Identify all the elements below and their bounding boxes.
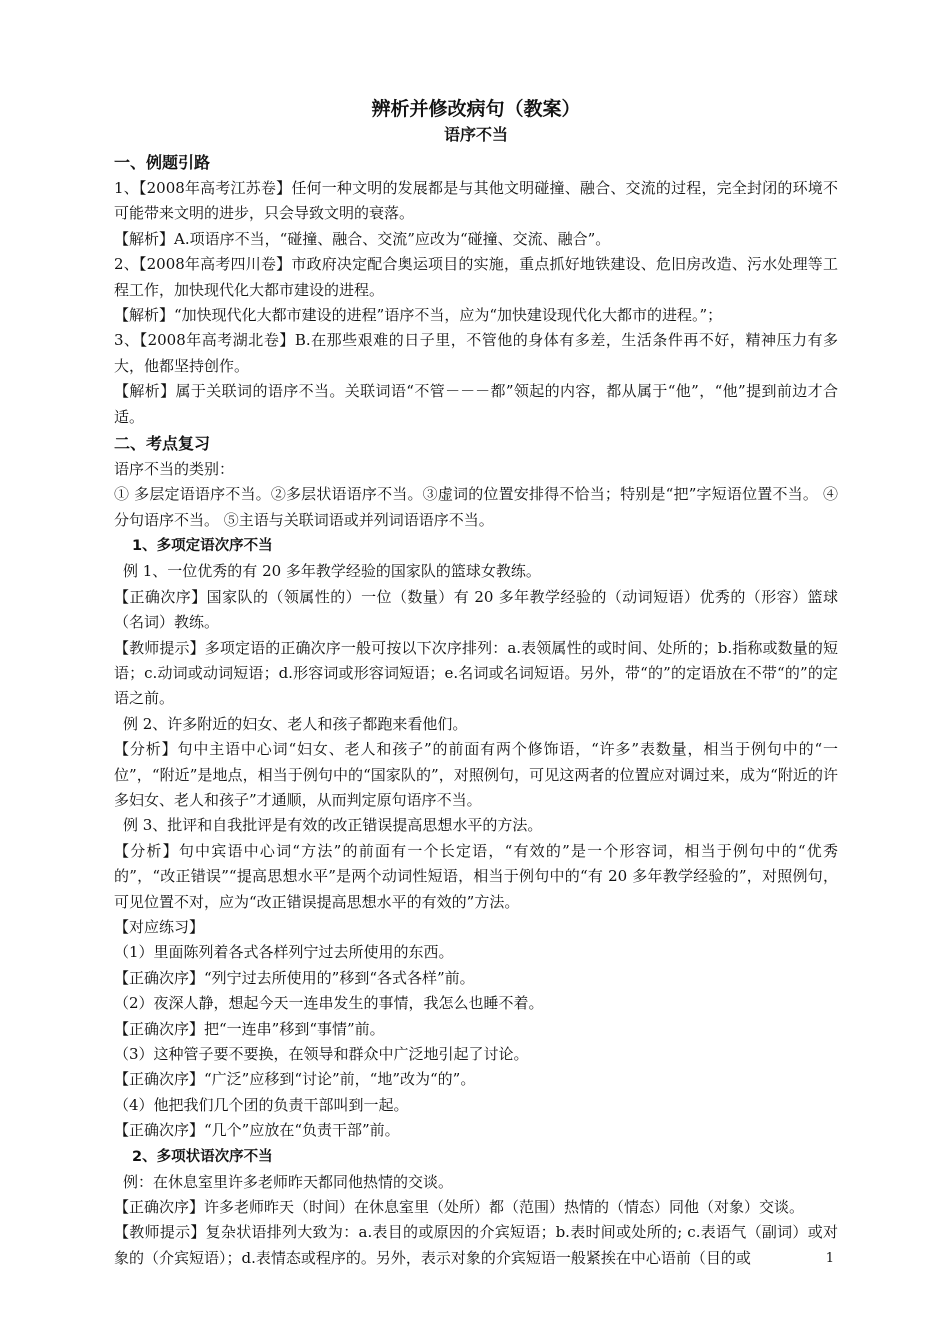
section-review (114, 430, 838, 1271)
paragraph: 【教师提示】多项定语的正确次序一般可按以下次序排列：a.表领属性的或时间、处所的；b.指称或数量的短语；c.动词或动词短语；d.形容词或形容词短语；e.名词或名词短语。另外，带“的”的定语放在不带“的”的定语之前。 (114, 638, 838, 708)
paragraph: 【正确次序】“几个”应放在“负责干部”前。 (114, 1121, 400, 1140)
page-subtitle: 语序不当 (443, 125, 508, 144)
paragraph: 例 2、许多附近的妇女、老人和孩子都跑来看他们。 (123, 714, 468, 733)
paragraph: 例 1、一位优秀的有 20 多年教学经验的国家队的篮球女教练。 (123, 562, 541, 581)
paragraph: 3、【2008年高考湖北卷】B.在那些艰难的日子里，不管他的身体有多差，生活条件再不好，精神压力有多大，他都坚持创作。 (114, 331, 838, 375)
section-examples (114, 149, 838, 430)
page-title: 辨析并修改病句（教案） (371, 98, 581, 120)
paragraph: 【解析】A.项语序不当，“碰撞、融合、交流”应改为“碰撞、交流、融合”。 (114, 229, 611, 248)
document-body (114, 95, 838, 1271)
paragraph: 2、【2008年高考四川卷】市政府决定配合奥运项目的实施，重点抓好地铁建设、危旧房改造、污水处理等工程工作，加快现代化大都市建设的进程。 (114, 255, 838, 299)
paragraph: 【正确次序】“列宁过去所使用的”移到“各式各样”前。 (114, 968, 475, 987)
paragraph: 例：在休息室里许多老师昨天都同他热情的交谈。 (123, 1172, 454, 1191)
paragraph: 【正确次序】许多老师昨天（时间）在休息室里（处所）都（范围）热情的（情态）同他（对象）交谈。 (114, 1198, 805, 1217)
paragraph: 【正确次序】“广泛”应移到“讨论”前，“地”改为“的”。 (114, 1070, 476, 1089)
paragraph: 【正确次序】国家队的（领属性的）一位（数量）有 20 多年教学经验的（动词短语）优秀的（形容）篮球（名词）教练。 (114, 587, 838, 632)
paragraph: 1、【2008年高考江苏卷】任何一种文明的发展都是与其他文明碰撞、融合、交流的过程，完全封闭的环境不可能带来文明的进步，只会导致文明的衰落。 (114, 179, 838, 223)
paragraph: 【教师提示】复杂状语排列大致为：a.表目的或原因的介宾短语；b.表时间或处所的; c.表语气（副词）或对象的（介宾短语）；d.表情态或程序的。另外，表示对象的介宾短语一般紧挨在中心语前（目的或 (114, 1223, 838, 1267)
subsection-body (114, 559, 838, 1143)
paragraph: 【分析】句中宾语中心词“方法”的前面有一个长定语，“有效的”是一个形容词，相当于例句中的“优秀的”，“改正错误”“提高思想水平”是两个动词性短语，相当于例句中的“有 20 多年教学经验的”，对照例句，可见位置不对，应为“改正错误提高思想水平的有效的”方法。 (114, 841, 838, 911)
paragraph: （3）这种管子要不要换，在领导和群众中广泛地引起了讨论。 (114, 1045, 529, 1063)
paragraph: （2）夜深人静，想起今天一连串发生的事情，我怎么也睡不着。 (114, 994, 544, 1013)
subsection-heading: 1、多项定语次序不当 (132, 538, 273, 555)
paragraph: 【正确次序】把“一连串”移到“事情”前。 (114, 1019, 385, 1038)
section-heading: 一、例题引路 (114, 153, 211, 172)
paragraph: （4）他把我们几个团的负责干部叫到一起。 (114, 1095, 409, 1114)
paragraph: 【解析】“加快现代化大都市建设的进程”语序不当，应为“加快建设现代化大都市的进程。”； (114, 306, 723, 325)
paragraph: 【分析】句中主语中心词“妇女、老人和孩子”的前面有两个修饰语，“许多”表数量，相当于例句中的“一位”，“附近”是地点，相当于例句中的“国家队的”，对照例句，可见这两者的位置应对调过来，成为“附近的许多妇女、老人和孩子”才通顺，从而判定原句语序不当。 (114, 740, 838, 809)
section-heading: 二、考点复习 (114, 434, 211, 454)
subsection-body (114, 1170, 838, 1272)
page-number: 1 (825, 1251, 834, 1266)
paragraph: 例 3、批评和自我批评是有效的改正错误提高思想水平的方法。 (123, 816, 543, 835)
paragraph: 【对应练习】 (114, 917, 205, 936)
subsection-heading: 2、多项状语次序不当 (132, 1148, 273, 1165)
paragraph: ① 多层定语语序不当。②多层状语语序不当。③虚词的位置安排得不恰当；特别是“把”字短语位置不当。 ④分句语序不当。 ⑤主语与关联词语或并列词语语序不当。 (114, 485, 838, 529)
paragraph: 语序不当的类别： (114, 460, 235, 479)
paragraph: 【解析】属于关联词的语序不当。关联词语“不管－－－都”领起的内容，都从属于“他”，“他”提到前边才合适。 (114, 382, 838, 426)
paragraph: （1）里面陈列着各式各样列宁过去所使用的东西。 (114, 943, 454, 962)
